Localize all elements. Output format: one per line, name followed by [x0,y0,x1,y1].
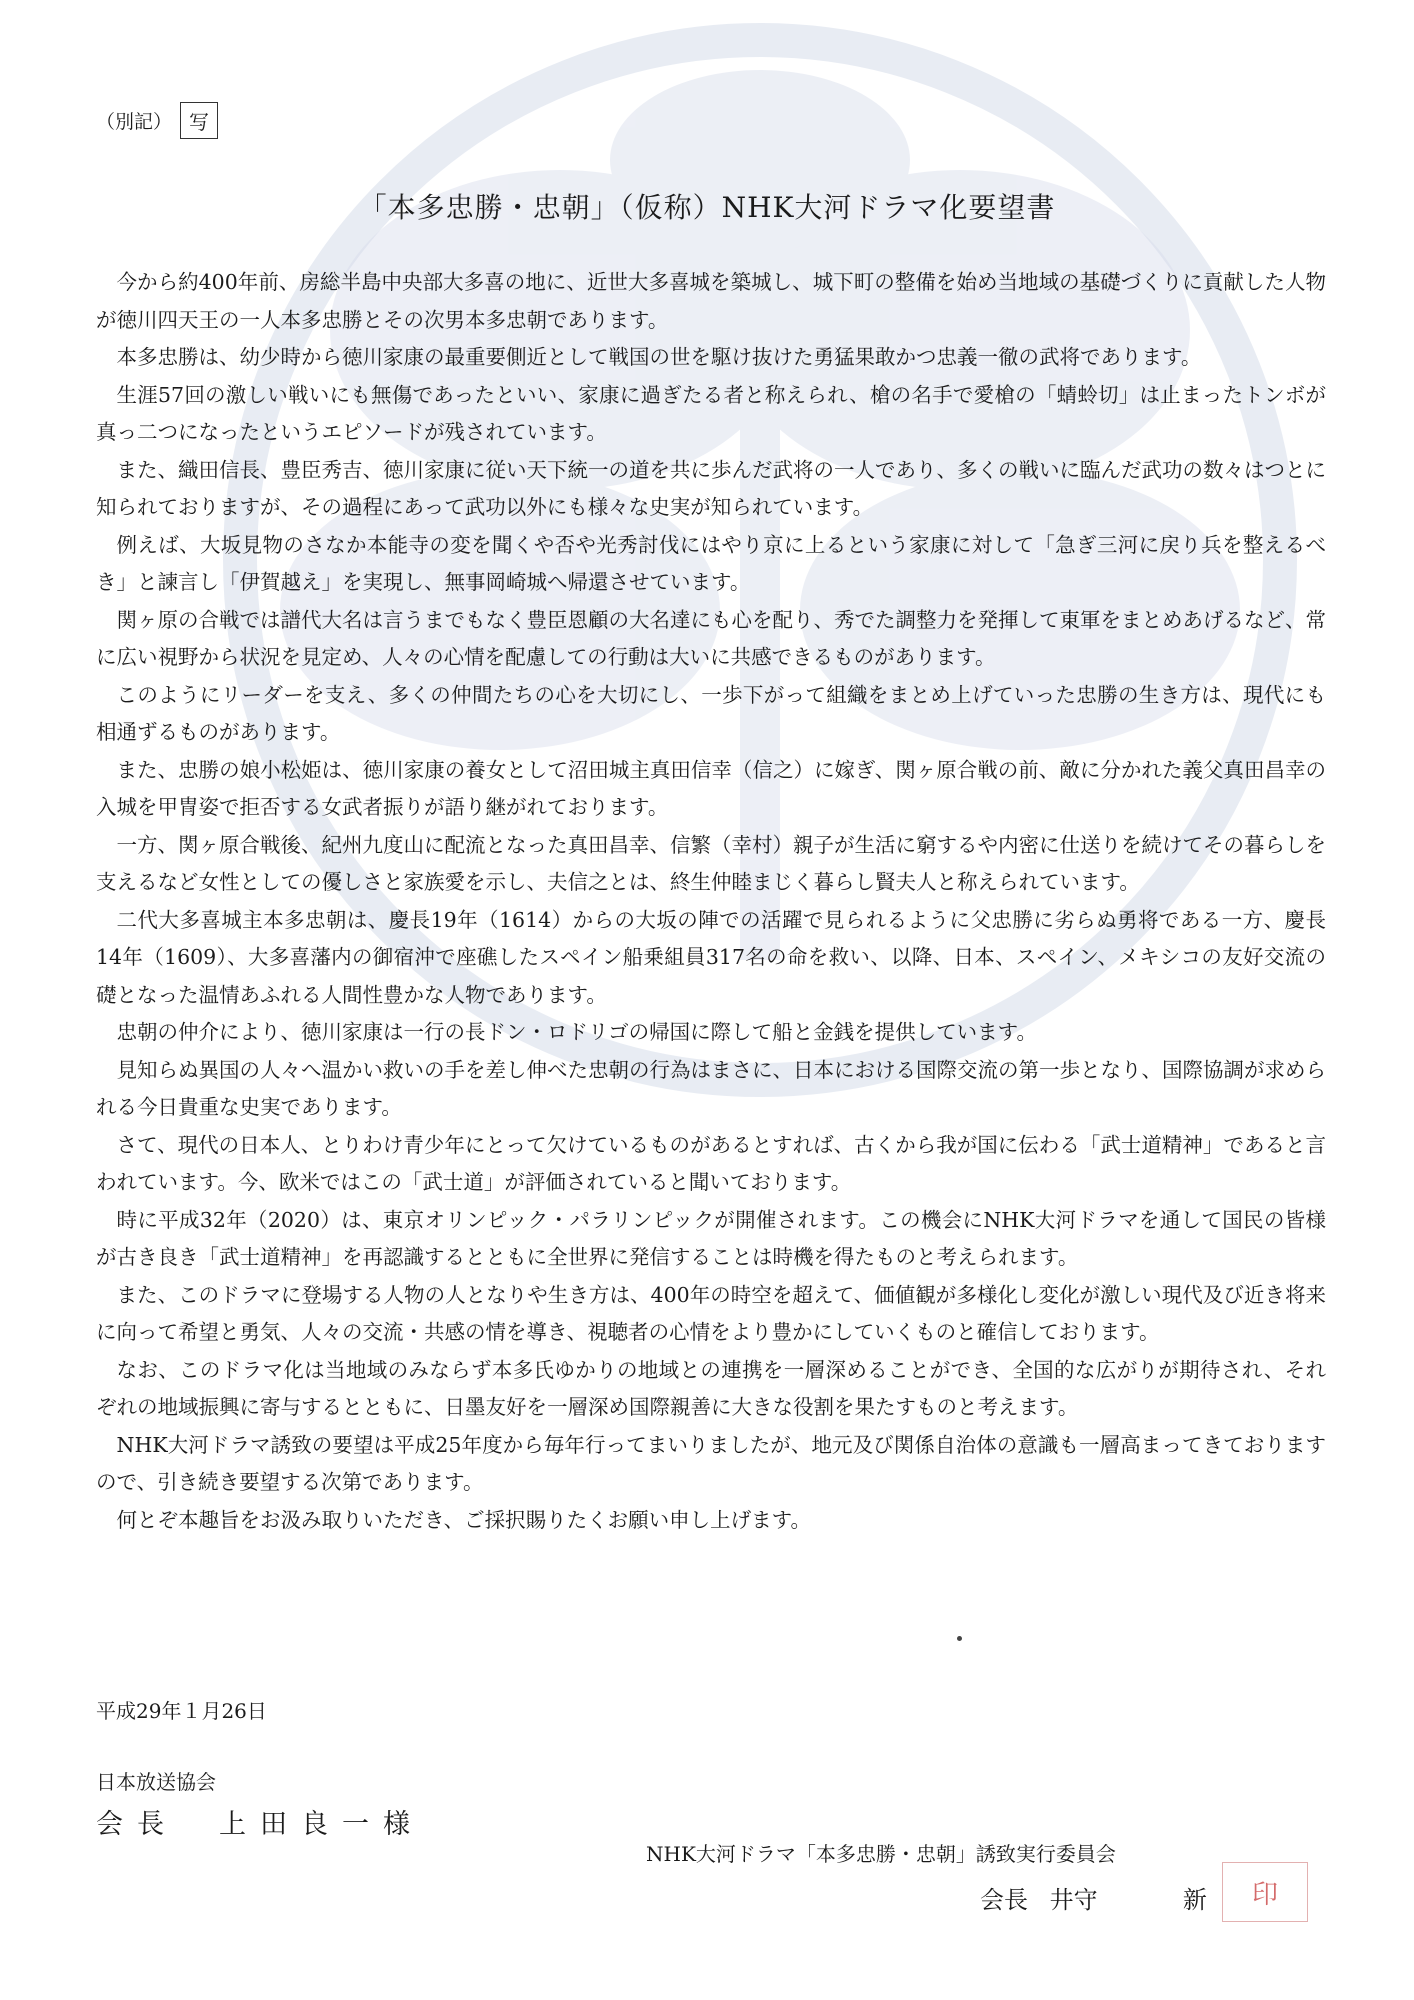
paragraph: 何とぞ本趣旨をお汲み取りいただき、ご採択賜りたくお願い申し上げます。 [116,1507,812,1532]
recipient-organization: 日本放送協会 [96,1770,216,1794]
paragraph: また、織田信長、豊臣秀吉、徳川家康に従い天下統一の道を共に歩んだ武将の一人であり、多くの戦いに臨んだ武功の数々はつとに知られておりますが、その過程にあって武功以外にも様々な史実が知られています。 [96,457,1326,519]
document-date: 平成29年１月26日 [96,1699,267,1723]
paragraph: 今から約400年前、房総半島中央部大多喜の地に、近世大多喜城を築城し、城下町の整備を始め当地域の基礎づくりに貢献した人物が徳川四天王の一人本多忠勝とその次男本多忠朝であります。 [96,270,1326,332]
paragraph: 見知らぬ異国の人々へ温かい救いの手を差し伸べた忠朝の行為はまさに、日本における国際交流の第一歩となり、国際協調が求められる今日貴重な史実であります。 [96,1057,1326,1119]
sender-name-last: 新 [1182,1886,1207,1914]
paragraph: また、このドラマに登場する人物の人となりや生き方は、400年の時空を超えて、価値観が多様化し変化が激しい現代及び近き将来に向って希望と勇気、人々の交流・共感の情を導き、視聴者の心情をより豊かにしていくものと確信しております。 [96,1282,1326,1344]
paragraph: さて、現代の日本人、とりわけ青少年にとって欠けているものがあるとすれば、古くから我が国に伝わる「武士道精神」であると言われています。今、欧米ではこの「武士道」が評価されていると聞いております。 [96,1132,1326,1194]
copy-stamp-box: 写 [180,102,218,139]
paragraph: 時に平成32年（2020）は、東京オリンピック・パラリンピックが開催されます。この機会にNHK大河ドラマを通して国民の皆様が古き良き「武士道精神」を再認識するとともに全世界に発信することは時機を得たものと考えられます。 [96,1207,1326,1269]
paragraph: 関ヶ原の合戦では譜代大名は言うまでもなく豊臣恩顧の大名達にも心を配り、秀でた調整力を発揮して東軍をまとめあげるなど、常に広い視野から状況を見定め、人々の心情を配慮しての行動は大いに共感できるものがあります。 [96,607,1326,669]
sender-name-first: 井守 [1049,1886,1098,1914]
note-label: （別記） [96,111,173,133]
paragraph: 忠朝の仲介により、徳川家康は一行の長ドン・ロドリゴの帰国に際して船と金銭を提供しています。 [116,1020,1037,1044]
sender-signature [980,1880,1221,1915]
paragraph: また、忠勝の娘小松姫は、徳川家康の養女として沼田城主真田信幸（信之）に嫁ぎ、関ヶ原合戦の前、敵に分かれた義父真田昌幸の入城を甲冑姿で拒否する女武者振りが語り継がれております。 [96,757,1326,819]
recipient-name: 会長 上田良一様 [96,1809,424,1840]
document-note [96,102,218,139]
paragraph: 生涯57回の激しい戦いにも無傷であったといい、家康に過ぎたる者と称えられ、槍の名手で愛槍の「蜻蛉切」は止まったトンボが真っ二つになったというエピソードが残されています。 [96,382,1326,444]
sender-title: 会長 [980,1886,1028,1914]
document-body [96,264,1326,1539]
paragraph: NHK大河ドラマ誘致の要望は平成25年度から毎年行ってまいりましたが、地元及び関係自治体の意識も一層高まってきておりますので、引き続き要望する次第であります。 [96,1432,1326,1494]
paragraph: 例えば、大坂見物のさなか本能寺の変を聞くや否や光秀討伐にはやり京に上るという家康に対して「急ぎ三河に戻り兵を整えるべき」と諫言し「伊賀越え」を実現し、無事岡崎城へ帰還させています。 [96,532,1326,594]
ink-dot [957,1636,962,1641]
document-title: 「本多忠勝・忠朝」（仮称）NHK大河ドラマ化要望書 [358,191,1056,224]
paragraph: なお、このドラマ化は当地域のみならず本多氏ゆかりの地域との連携を一層深めることができ、全国的な広がりが期待され、それぞれの地域振興に寄与するとともに、日墨友好を一層深め国際親善に大きな役割を果たすものと考えます。 [96,1357,1326,1419]
paragraph: 一方、関ヶ原合戦後、紀州九度山に配流となった真田昌幸、信繁（幸村）親子が生活に窮するや内密に仕送りを続けてその暮らしを支えるなど女性としての優しさと家族愛を示し、夫信之とは、終生仲睦まじく暮らし賢夫人と称えられています。 [96,832,1326,894]
paragraph: 本多忠勝は、幼少時から徳川家康の最重要側近として戦国の世を駆け抜けた勇猛果敢かつ忠義一徹の武将であります。 [116,345,1202,369]
paragraph: 二代大多喜城主本多忠朝は、慶長19年（1614）からの大坂の陣での活躍で見られるように父忠勝に劣らぬ勇将である一方、慶長14年（1609）、大多喜藩内の御宿沖で座礁したスペイン船乗組員317名の命を救い、以降、日本、スペイン、メキシコの友好交流の礎となった温情あふれる人間性豊かな人物であります。 [96,907,1326,1007]
paragraph: このようにリーダーを支え、多くの仲間たちの心を大切にし、一歩下がって組織をまとめ上げていった忠勝の生き方は、現代にも相通ずるものがあります。 [96,682,1326,744]
sender-organization: NHK大河ドラマ「本多忠勝・忠朝」誘致実行委員会 [646,1842,1116,1866]
seal-stamp: 印 [1222,1862,1308,1922]
